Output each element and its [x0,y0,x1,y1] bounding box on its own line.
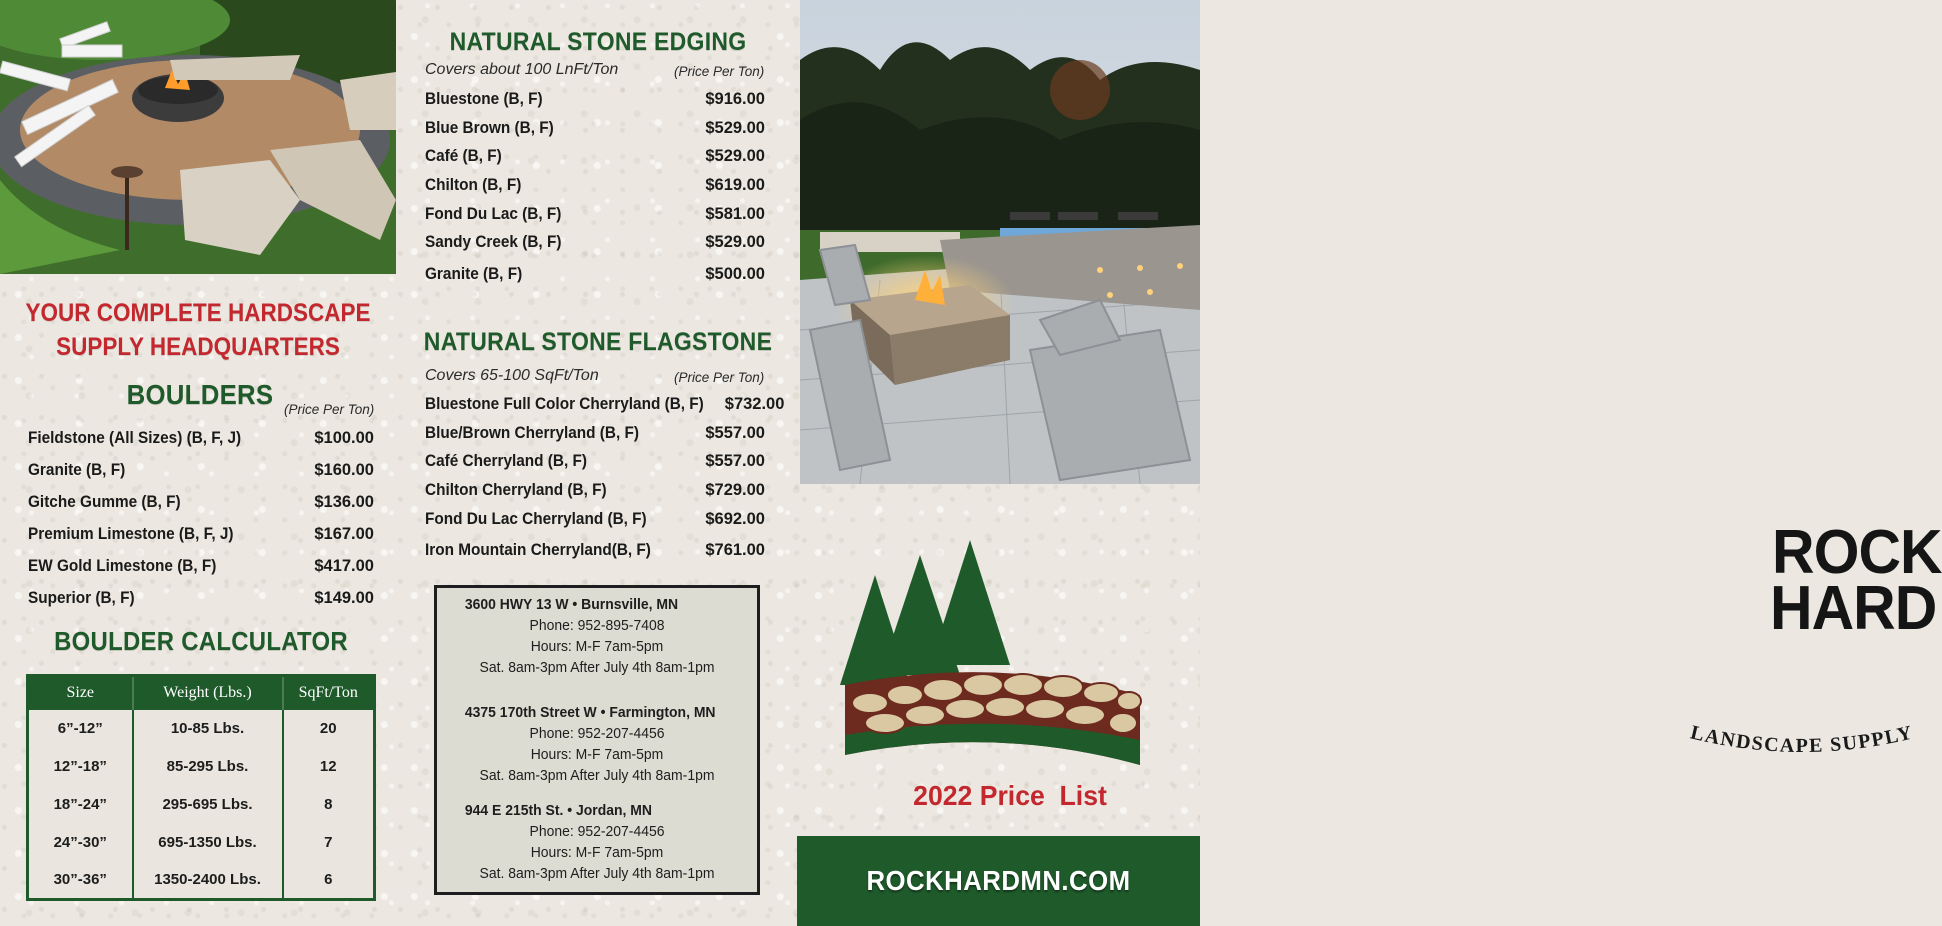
table-row [28,862,375,900]
price-row [425,176,765,195]
boulder-calculator-table [26,674,376,901]
item-price: $581.00 [705,205,765,223]
item-name: Fond Du Lac Cherryland (B, F) [425,510,647,528]
table-cell: 18”-24” [28,786,133,824]
table-header: Size [28,676,133,710]
item-name: Premium Limestone (B, F, J) [28,525,234,543]
item-name: Chilton (B, F) [425,176,522,194]
price-row [425,481,765,500]
item-price: $761.00 [705,541,765,559]
item-name: Café Cherryland (B, F) [425,452,588,470]
location-hours: Hours: M-F 7am-5pm [530,746,664,763]
price-row [425,510,765,529]
location-address: 3600 HWY 13 W • Burnsville, MN [464,596,679,613]
price-row [28,429,374,448]
table-row [28,748,375,786]
table-cell: 6 [324,871,333,889]
left-panel [0,0,396,926]
item-name: Superior (B, F) [28,589,135,607]
price-row [425,395,785,414]
flagstone-coverage: Covers 65-100 SqFt/Ton [425,367,599,384]
flagstone-price-note: (Price Per Ton) [674,370,765,385]
price-row [28,557,374,576]
table-cell: 85-295 Lbs. [133,748,283,786]
item-price: $729.00 [705,481,765,499]
calculator-title: BOULDER CALCULATOR [54,626,348,656]
item-price: $100.00 [314,429,374,447]
location-jordan [437,800,757,884]
item-name: Blue/Brown Cherryland (B, F) [425,424,640,442]
table-row [28,710,375,748]
item-name: Fieldstone (All Sizes) (B, F, J) [28,429,242,447]
price-list-title: 2022 Price List [913,780,1107,811]
item-name: Chilton Cherryland (B, F) [425,481,607,499]
table-cell: 10-85 Lbs. [133,710,283,748]
table-cell: 20 [319,720,337,737]
edging-coverage: Covers about 100 LnFt/Ton [425,61,619,78]
tagline-line-2: SUPPLY HEADQUARTERS [56,333,340,361]
item-price: $529.00 [705,119,765,137]
logo-text-rock: ROCK [1772,518,1942,587]
item-price: $167.00 [314,525,374,543]
logo-text-hard: HARD [1770,574,1937,643]
table-cell: 695-1350 Lbs. [133,824,283,862]
table-cell: 8 [324,796,333,813]
item-price: $529.00 [705,233,765,251]
table-cell: 6”-12” [28,710,133,748]
item-name: Granite (B, F) [425,265,523,283]
item-price: $529.00 [705,147,765,165]
logo-trees-and-wall-graphic [835,525,1155,785]
boulders-price-note: (Price Per Ton) [284,402,375,417]
item-price: $149.00 [314,589,374,607]
price-row [425,424,765,443]
table-cell: 24”-30” [28,824,133,862]
price-row [28,493,374,512]
table-cell: 295-695 Lbs. [133,786,283,824]
table-cell: 30”-36” [28,862,133,900]
location-burnsville [437,594,757,678]
item-price: $557.00 [705,424,765,442]
fire-pit-illustration [0,0,396,274]
table-cell: 7 [324,834,333,851]
website-footer-bar [797,836,1200,926]
location-phone: Phone: 952-895-7408 [529,617,665,634]
table-header: SqFt/Ton [283,676,375,710]
item-name: Café (B, F) [425,147,502,165]
patio-illustration [800,0,1200,484]
price-row [425,265,765,284]
item-name: Bluestone (B, F) [425,90,543,108]
item-name: EW Gold Limestone (B, F) [28,557,217,575]
table-header: Weight (Lbs.) [133,676,283,710]
price-row [425,233,765,252]
item-price: $692.00 [705,510,765,528]
item-name: Granite (B, F) [28,461,126,479]
location-address: 944 E 215th St. • Jordan, MN [464,802,652,819]
price-row [28,589,374,608]
item-price: $160.00 [314,461,374,479]
edging-title: NATURAL STONE EDGING [449,28,747,56]
price-row [425,541,765,560]
tagline-line-1: YOUR COMPLETE HARDSCAPE [25,299,371,327]
price-row [425,119,765,138]
evening-patio-photo [800,0,1200,484]
price-row [425,147,765,166]
price-row [425,90,765,109]
price-row [28,461,374,480]
logo-subtitle-arc [1662,722,1942,772]
edging-price-note: (Price Per Ton) [674,64,765,79]
logo-subtitle: LANDSCAPE SUPPLY [1688,722,1916,758]
item-price: $136.00 [314,493,374,511]
price-row [425,205,765,224]
item-name: Gitche Gumme (B, F) [28,493,181,511]
item-name: Sandy Creek (B, F) [425,233,562,251]
location-farmington [437,702,757,786]
item-name: Fond Du Lac (B, F) [425,205,562,223]
location-address: 4375 170th Street W • Farmington, MN [464,704,716,721]
location-hours: Hours: M-F 7am-5pm [530,844,664,861]
table-row [28,786,375,824]
location-saturday: Sat. 8am-3pm After July 4th 8am-1pm [479,865,715,882]
svg-text:LANDSCAPE SUPPLY [1688,722,1915,757]
item-price: $417.00 [314,557,374,575]
item-price: $619.00 [705,176,765,194]
location-phone: Phone: 952-207-4456 [529,725,665,742]
boulders-title: BOULDERS [126,379,274,410]
website-link[interactable]: ROCKHARDMN.COM [866,865,1131,896]
fire-pit-patio-photo [0,0,396,274]
table-cell: 12 [319,758,337,775]
location-phone: Phone: 952-207-4456 [529,823,665,840]
item-price: $557.00 [705,452,765,470]
table-cell: 1350-2400 Lbs. [133,862,283,900]
location-hours: Hours: M-F 7am-5pm [530,638,664,655]
table-row [28,824,375,862]
item-name: Iron Mountain Cherryland(B, F) [425,541,651,559]
item-price: $500.00 [705,265,765,283]
store-locations-box [434,585,760,895]
item-price: $732.00 [724,395,785,413]
location-saturday: Sat. 8am-3pm After July 4th 8am-1pm [479,659,715,676]
flagstone-title: NATURAL STONE FLAGSTONE [423,328,773,356]
item-price: $916.00 [705,90,765,108]
location-saturday: Sat. 8am-3pm After July 4th 8am-1pm [479,767,715,784]
item-name: Bluestone Full Color Cherryland (B, F) [425,395,704,413]
item-name: Blue Brown (B, F) [425,119,554,137]
price-row [28,525,374,544]
table-cell: 12”-18” [28,748,133,786]
price-row [425,452,765,471]
